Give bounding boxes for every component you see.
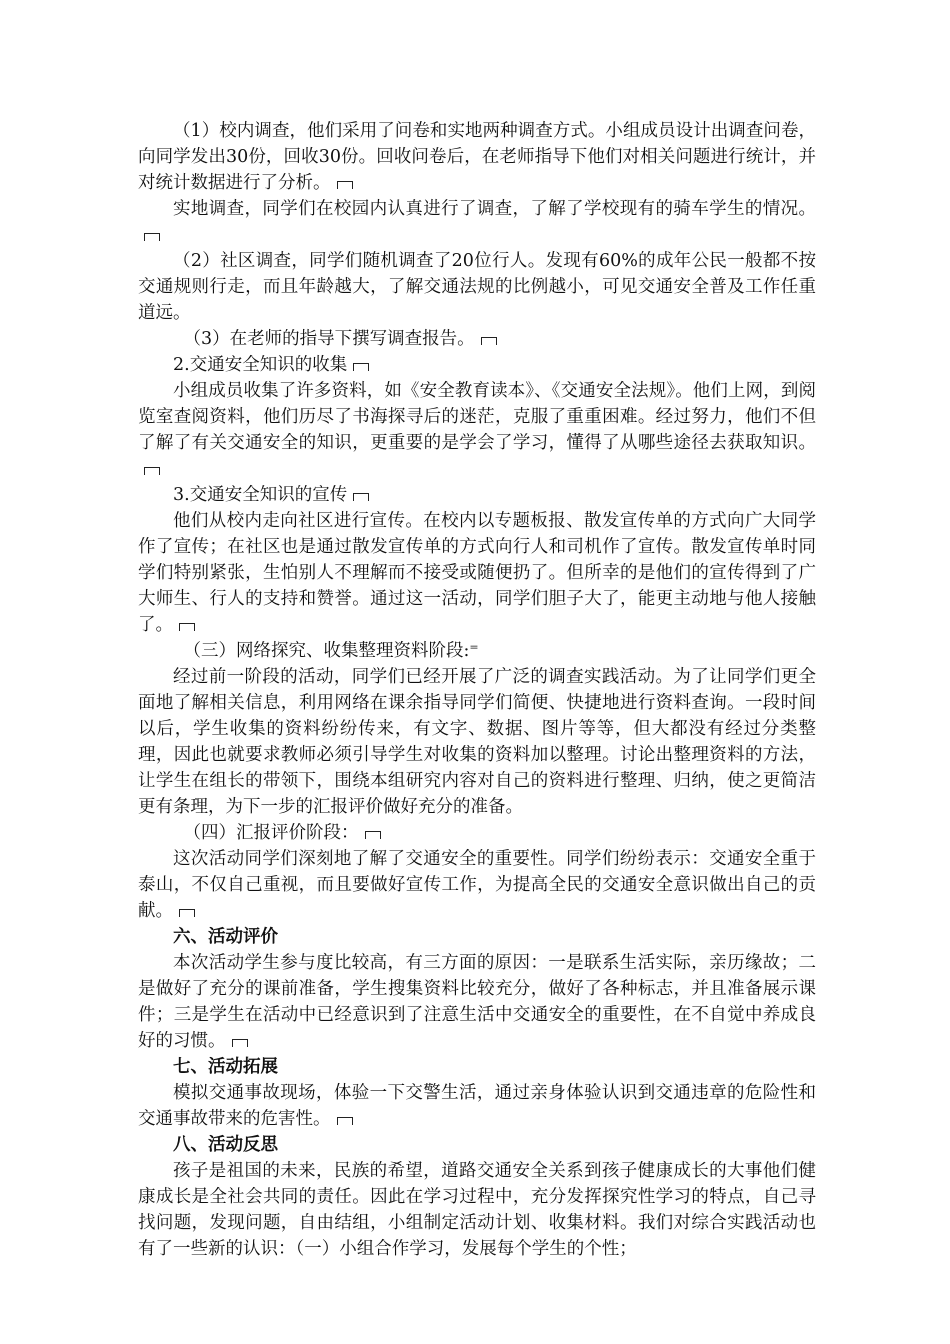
paragraph-mark-icon: [481, 337, 497, 345]
section-heading: [138, 638, 816, 664]
paragraph-text: 这次活动同学们深刻地了解了交通安全的重要性。同学们纷纷表示：交通安全重于泰山，不仅自己重视，而且要做好宣传工作，为提高全民的交通安全意识做出自己的贡献。: [138, 849, 816, 921]
paragraph-mark-icon: [144, 467, 160, 475]
heading-text: （三）网络探究、收集整理资料阶段:: [183, 641, 470, 661]
section-title-extension: 七、活动拓展: [173, 1057, 278, 1077]
section-heading: [138, 820, 816, 846]
paragraph-text: 模拟交通事故现场，体验一下交警生活，通过亲身体验认识到交通违章的危险性和交通事故带来的危害性。: [138, 1083, 816, 1129]
paragraph-text: （2）社区调查，同学们随机调查了20位行人。发现有60%的成年公民一般都不按交通规则行走，而且年龄越大，了解交通法规的比例越小，可见交通安全普及工作任重道远。: [138, 251, 816, 323]
paragraph: [138, 1158, 816, 1262]
paragraph: [138, 326, 816, 352]
paragraph-mark-icon: [144, 233, 160, 241]
paragraph-mark-icon: [337, 1117, 353, 1125]
paragraph-text: 孩子是祖国的未来，民族的希望，道路交通安全关系到孩子健康成长的大事他们健康成长是全社会共同的责任。因此在学习过程中，充分发挥探究性学习的特点，自己寻找问题，发现问题，自由结组，小组制定活动计划、收集材料。我们对综合实践活动也有了一些新的认识：（一）小组合作学习，发展每个学生的个性；: [138, 1161, 816, 1259]
paragraph-mark-icon: [353, 363, 369, 371]
paragraph: [138, 248, 816, 326]
paragraph: [138, 378, 816, 482]
document-body: [138, 118, 816, 1262]
paragraph: [138, 508, 816, 638]
paragraph-text: 小组成员收集了许多资料，如《安全教育读本》、《交通安全法规》。他们上网，到阅览室查阅资料，他们历尽了书海探寻后的迷茫，克服了重重困难。经过努力，他们不但了解了有关交通安全的知识，更重要的是学会了学习，懂得了从哪些途径去获取知识。: [138, 381, 816, 453]
paragraph-text: 经过前一阶段的活动，同学们已经开展了广泛的调查实践活动。为了让同学们更全面地了解相关信息，利用网络在课余指导同学们简便、快捷地进行资料查询。一段时间以后，学生收集的资料纷纷传来，有文字、数据、图片等等，但大都没有经过分类整理，因此也就要求教师必须引导学生对收集的资料加以整理。讨论出整理资料的方法，让学生在组长的带领下，围绕本组研究内容对自己的资料进行整理、归纳，使之更简洁更有条理，为下一步的汇报评价做好充分的准备。: [138, 667, 816, 817]
paragraph-mark-icon: [179, 909, 195, 917]
paragraph-mark-icon: [365, 831, 381, 839]
heading-text: 2.交通安全知识的收集: [173, 355, 348, 375]
paragraph-text: （3）在老师的指导下撰写调查报告。: [183, 329, 475, 349]
paragraph-mark-icon: [179, 623, 195, 631]
section-title-reflection: 八、活动反思: [173, 1135, 278, 1155]
paragraph-mark-glyph: ⁼: [469, 641, 479, 661]
paragraph-mark-icon: [232, 1039, 248, 1047]
paragraph: [138, 1080, 816, 1132]
paragraph-mark-icon: [353, 493, 369, 501]
section-heading: [138, 482, 816, 508]
section-title-evaluation: 六、活动评价: [173, 927, 278, 947]
paragraph: [138, 846, 816, 924]
paragraph: [138, 664, 816, 820]
paragraph-text: 实地调查，同学们在校园内认真进行了调查，了解了学校现有的骑车学生的情况。: [173, 199, 816, 219]
heading-text: （四）汇报评价阶段：: [183, 823, 359, 843]
paragraph-text: （1）校内调查，他们采用了问卷和实地两种调查方式。小组成员设计出调查问卷，向同学发出30份，回收30份。回收问卷后，在老师指导下他们对相关问题进行统计，并对统计数据进行了分析。: [138, 121, 816, 193]
paragraph-text: 他们从校内走向社区进行宣传。在校内以专题板报、散发宣传单的方式向广大同学作了宣传；在社区也是通过散发宣传单的方式向行人和司机作了宣传。散发宣传单时同学们特别紧张，生怕别人不理解而不接受或随便扔了。但所幸的是他们的宣传得到了广大师生、行人的支持和赞誉。通过这一活动，同学们胆子大了，能更主动地与他人接触了。: [138, 511, 816, 635]
paragraph: [138, 118, 816, 196]
paragraph: [138, 196, 816, 248]
paragraph-mark-icon: [337, 181, 353, 189]
paragraph: [138, 950, 816, 1054]
heading-text: 3.交通安全知识的宣传: [173, 485, 348, 505]
paragraph-text: 本次活动学生参与度比较高，有三方面的原因：一是联系生活实际，亲历缘故；二是做好了充分的课前准备，学生搜集资料比较充分，做好了各种标志，并且准备展示课件；三是学生在活动中已经意识到了注意生活中交通安全的重要性，在不自觉中养成良好的习惯。: [138, 953, 816, 1051]
section-heading: [138, 352, 816, 378]
